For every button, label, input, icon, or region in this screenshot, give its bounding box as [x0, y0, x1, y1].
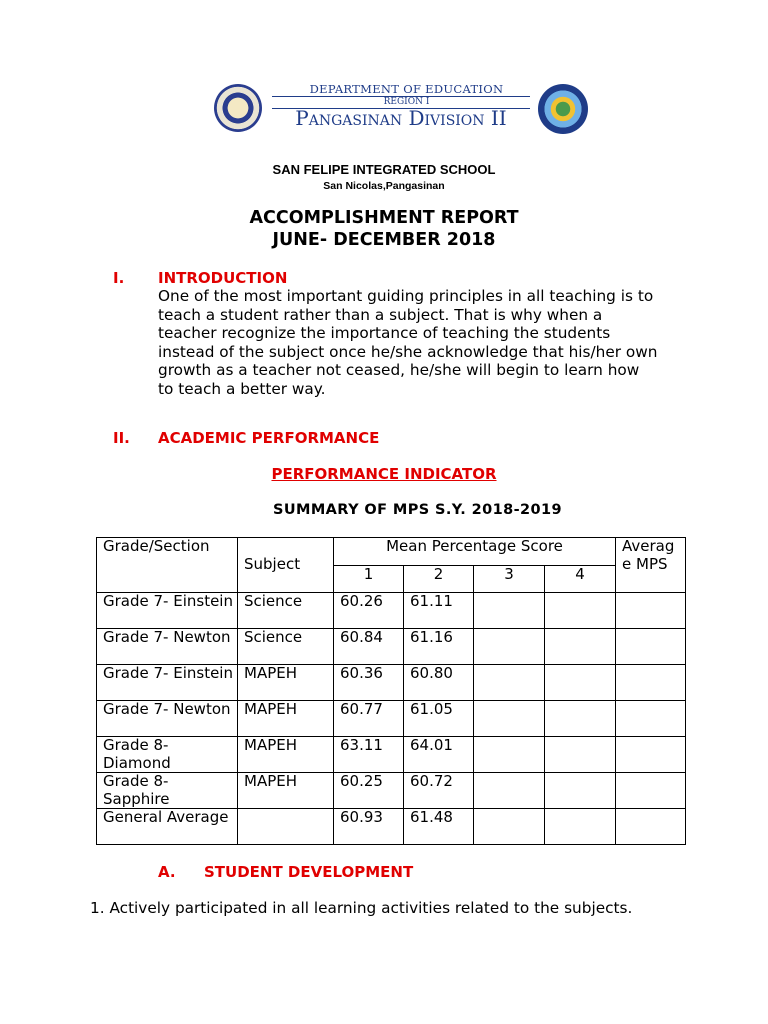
intro-heading: INTRODUCTION: [158, 269, 288, 287]
cell-q3: [474, 665, 545, 701]
school-address: San Nicolas,Pangasinan: [323, 180, 445, 192]
performance-indicator-heading: PERFORMANCE INDICATOR: [271, 465, 497, 483]
cell-grade: Grade 7- Einstein: [97, 593, 238, 629]
cell-q4: [545, 809, 616, 845]
report-period: JUNE- DECEMBER 2018: [272, 230, 496, 250]
report-title: ACCOMPLISHMENT REPORT: [249, 208, 519, 228]
student-development-heading: STUDENT DEVELOPMENT: [204, 863, 414, 881]
cell-avg: [616, 701, 686, 737]
cell-q4: [545, 737, 616, 773]
header-q3: 3: [474, 565, 545, 593]
cell-subject: [238, 809, 334, 845]
division-seal: [538, 84, 588, 134]
cell-q2: 60.72: [404, 773, 474, 809]
header-q1: 1: [334, 565, 404, 593]
table-row: [97, 701, 686, 737]
cell-avg: [616, 665, 686, 701]
cell-grade: Grade 7- Newton: [97, 701, 238, 737]
school-name: SAN FELIPE INTEGRATED SCHOOL: [272, 162, 496, 177]
cell-q2: 61.48: [404, 809, 474, 845]
cell-subject: MAPEH: [238, 773, 334, 809]
cell-avg: [616, 629, 686, 665]
cell-subject: MAPEH: [238, 737, 334, 773]
academic-number: II.: [113, 429, 130, 447]
table-row: [97, 629, 686, 665]
cell-q2: 61.16: [404, 629, 474, 665]
cell-avg: [616, 809, 686, 845]
division-name: Pangasinan Division II: [295, 106, 507, 130]
header-average-mps: Average MPS: [616, 538, 686, 593]
table-row-general-average: [97, 809, 686, 845]
cell-subject: Science: [238, 593, 334, 629]
header-subject: Subject: [238, 538, 334, 593]
cell-q3: [474, 809, 545, 845]
activity-item-1: 1. Actively participated in all learning activities related to the subjects.: [90, 899, 633, 917]
cell-grade: Grade 7- Newton: [97, 629, 238, 665]
table-row: [97, 773, 686, 809]
cell-q1: 60.77: [334, 701, 404, 737]
cell-q1: 60.93: [334, 809, 404, 845]
table-row: [97, 665, 686, 701]
intro-number: I.: [113, 269, 125, 287]
region-name: REGION I: [383, 97, 430, 107]
header-q2: 2: [404, 565, 474, 593]
cell-q3: [474, 737, 545, 773]
summary-title: SUMMARY OF MPS S.Y. 2018-2019: [273, 502, 562, 518]
cell-subject: MAPEH: [238, 665, 334, 701]
cell-q1: 60.26: [334, 593, 404, 629]
department-name: DEPARTMENT OF EDUCATION: [309, 82, 504, 96]
student-development-letter: A.: [158, 863, 176, 881]
header-mps: Mean Percentage Score: [334, 538, 616, 566]
cell-q3: [474, 773, 545, 809]
cell-q3: [474, 629, 545, 665]
cell-q2: 61.05: [404, 701, 474, 737]
cell-q1: 63.11: [334, 737, 404, 773]
cell-q2: 61.11: [404, 593, 474, 629]
intro-paragraph: One of the most important guiding principles in all teaching is to teach a student rather than a subject. That is why when a teacher recognize the importance of teaching the students instead of the subject once he/she acknowledge that his/her own growth as a teacher not ceased, he/she will begin to learn how to teach a better way.: [158, 287, 658, 398]
table-row: [97, 593, 686, 629]
cell-avg: [616, 773, 686, 809]
cell-subject: Science: [238, 629, 334, 665]
cell-q1: 60.36: [334, 665, 404, 701]
header-q4: 4: [545, 565, 616, 593]
cell-subject: MAPEH: [238, 701, 334, 737]
cell-q2: 60.80: [404, 665, 474, 701]
cell-q4: [545, 629, 616, 665]
cell-q1: 60.84: [334, 629, 404, 665]
cell-q4: [545, 773, 616, 809]
deped-seal: [214, 84, 262, 132]
cell-grade: Grade 8- Sapphire: [97, 773, 238, 809]
cell-q1: 60.25: [334, 773, 404, 809]
cell-q4: [545, 665, 616, 701]
cell-q3: [474, 701, 545, 737]
table-row: [97, 737, 686, 773]
cell-grade: Grade 8- Diamond: [97, 737, 238, 773]
mps-table: [96, 537, 686, 845]
cell-q4: [545, 593, 616, 629]
cell-grade: Grade 7- Einstein: [97, 665, 238, 701]
cell-q2: 64.01: [404, 737, 474, 773]
cell-q4: [545, 701, 616, 737]
cell-avg: [616, 593, 686, 629]
cell-q3: [474, 593, 545, 629]
header-grade-section: Grade/Section: [97, 538, 238, 593]
academic-heading: ACADEMIC PERFORMANCE: [158, 429, 380, 447]
cell-avg: [616, 737, 686, 773]
cell-grade: General Average: [97, 809, 238, 845]
